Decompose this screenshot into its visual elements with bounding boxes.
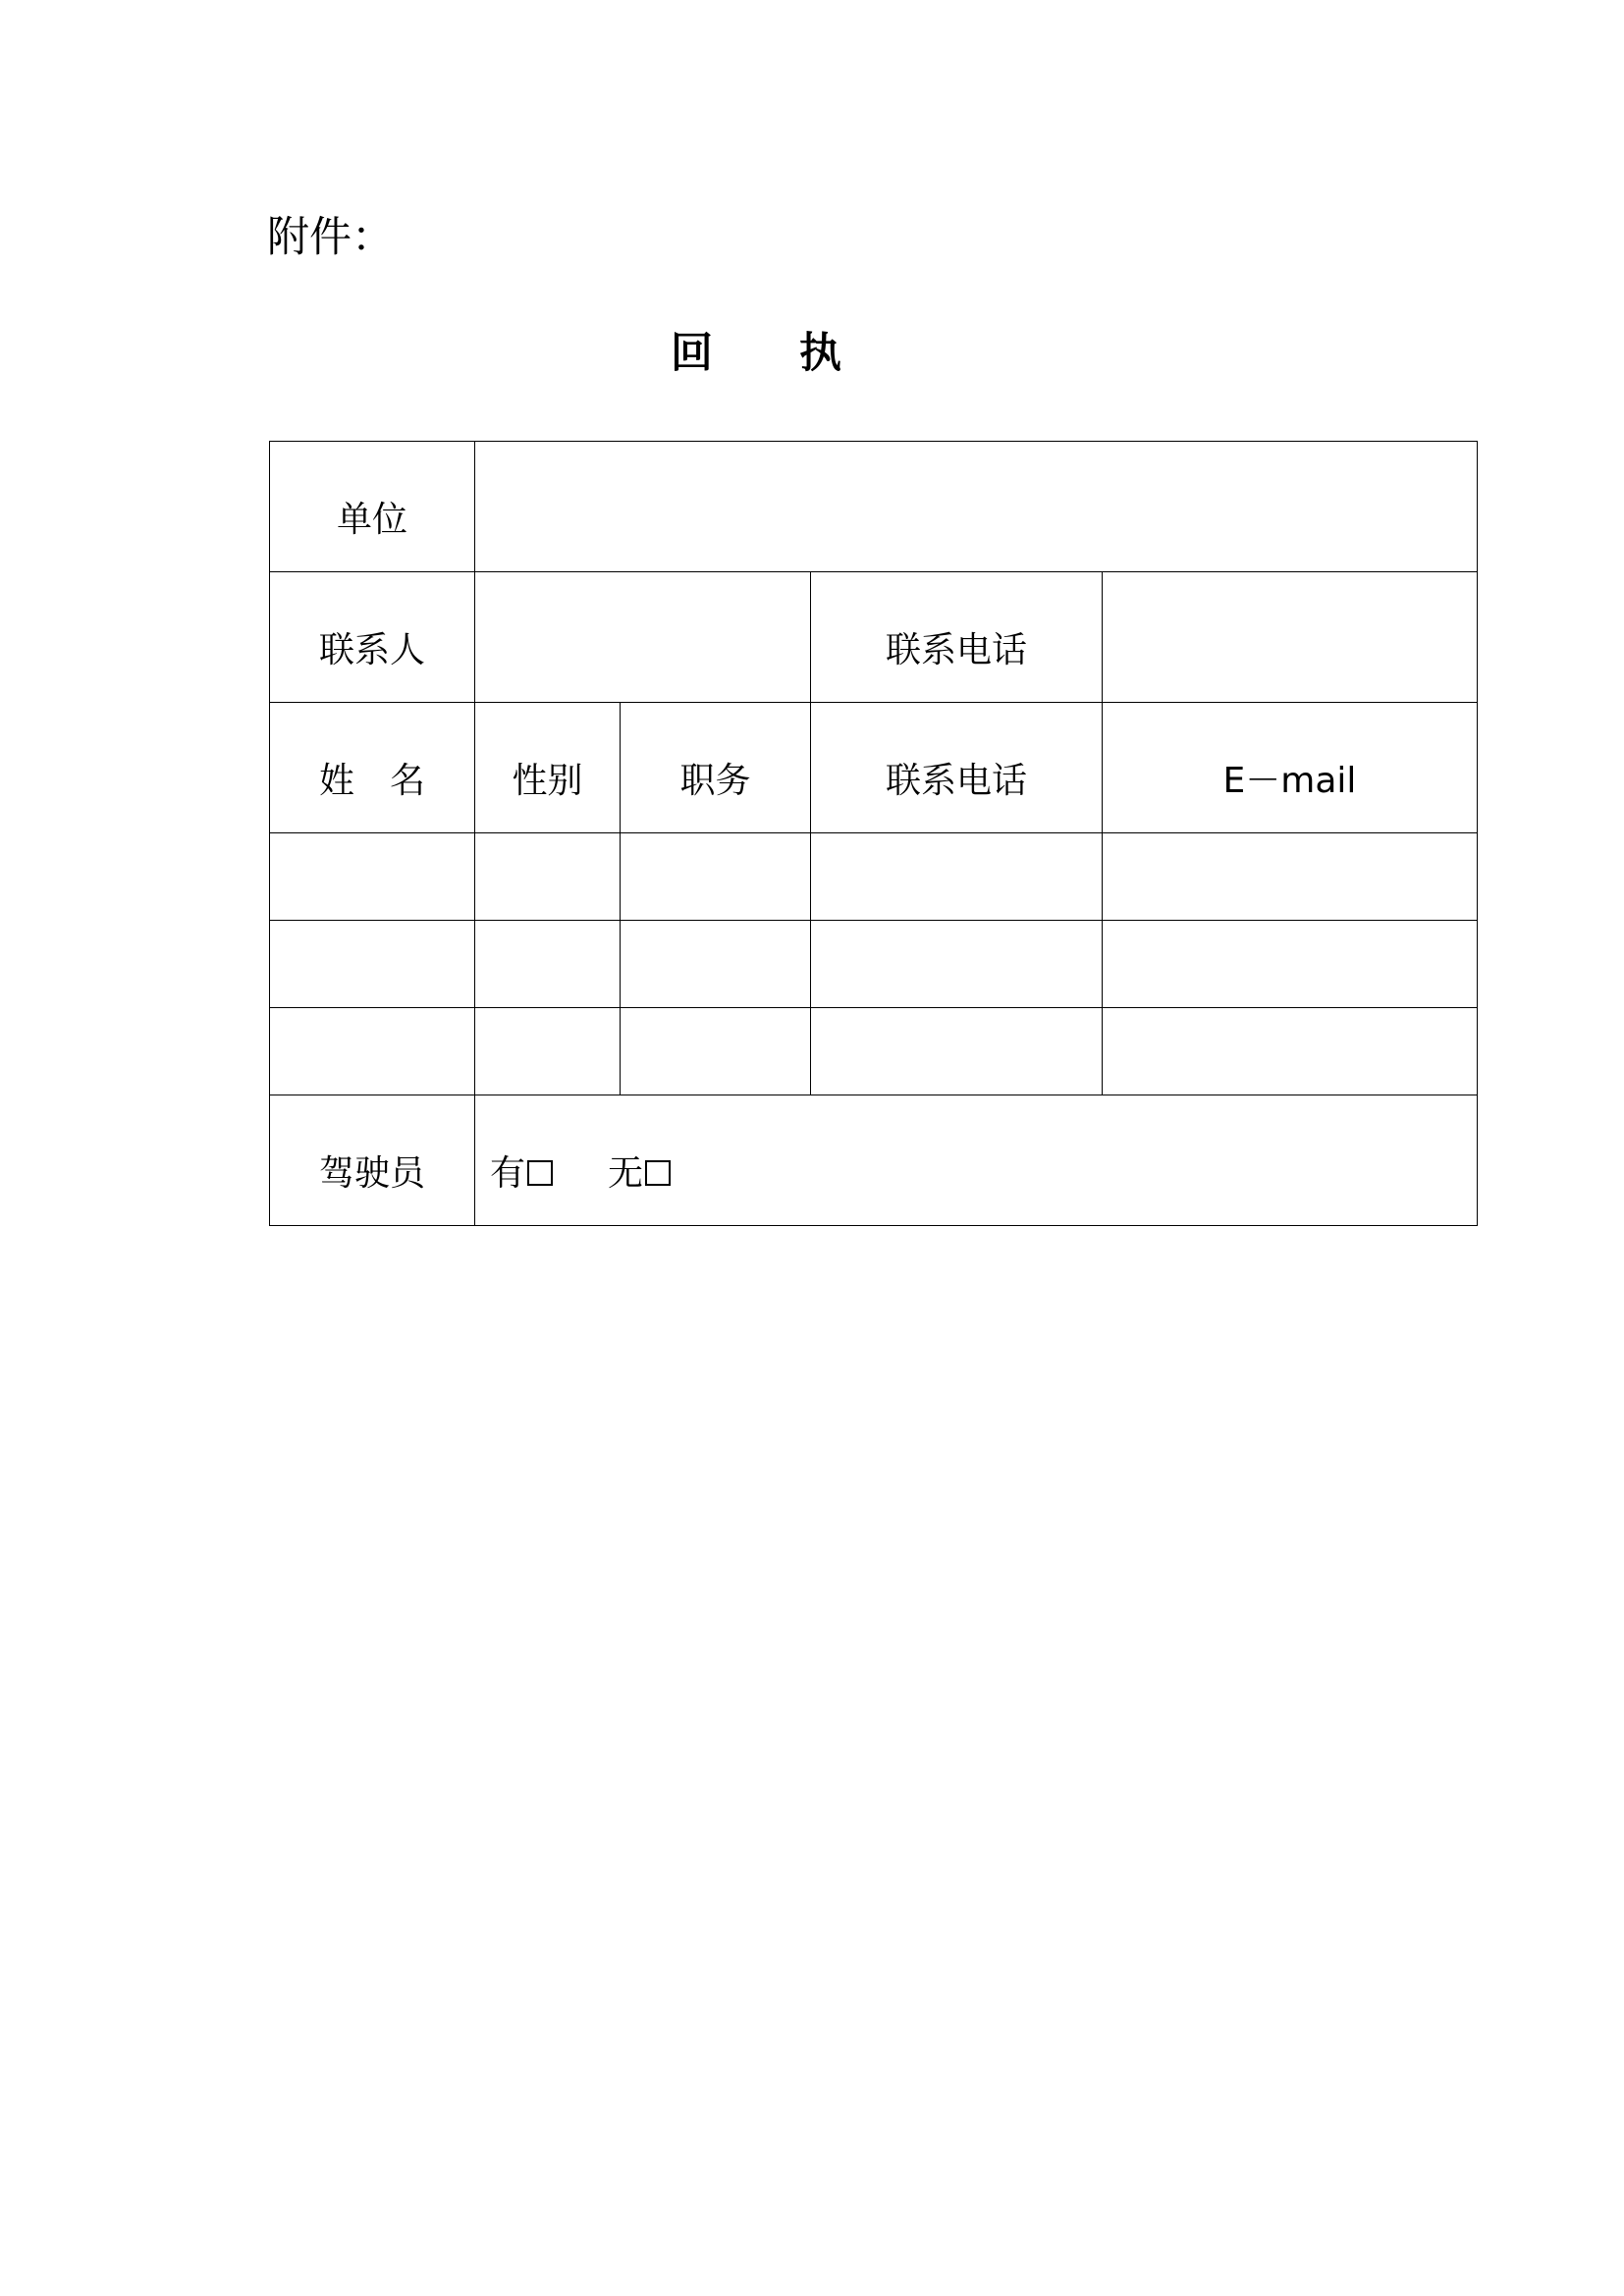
attendee-email-field[interactable] — [1103, 1008, 1478, 1095]
unit-row — [270, 442, 1478, 572]
contact-person-label: 联系人 — [270, 572, 475, 703]
column-header-email: E－mail — [1103, 703, 1478, 833]
attendee-row — [270, 1008, 1478, 1095]
unit-value-field[interactable] — [475, 442, 1478, 572]
receipt-table — [269, 441, 1478, 1226]
column-header-row — [270, 703, 1478, 833]
contact-phone-value-field[interactable] — [1103, 572, 1478, 703]
driver-option-no-label: 无 — [608, 1152, 644, 1194]
column-header-name: 姓 名 — [270, 703, 475, 833]
attendee-name-field[interactable] — [270, 921, 475, 1008]
attendee-phone-field[interactable] — [811, 833, 1103, 921]
contact-person-value-field[interactable] — [475, 572, 811, 703]
attendee-phone-field[interactable] — [811, 1008, 1103, 1095]
attendee-email-field[interactable] — [1103, 833, 1478, 921]
column-header-gender: 性别 — [475, 703, 621, 833]
attendee-gender-field[interactable] — [475, 1008, 621, 1095]
attachment-label: 附件： — [267, 213, 394, 262]
driver-option-yes-checkbox-icon[interactable] — [527, 1160, 553, 1186]
contact-row — [270, 572, 1478, 703]
attendee-phone-field[interactable] — [811, 921, 1103, 1008]
attendee-row — [270, 833, 1478, 921]
driver-options — [475, 1095, 1478, 1226]
form-title-part-1: 回 — [671, 329, 713, 378]
attendee-gender-field[interactable] — [475, 833, 621, 921]
column-header-phone: 联系电话 — [811, 703, 1103, 833]
form-title-part-2: 执 — [799, 329, 841, 378]
driver-option-no-checkbox-icon[interactable] — [645, 1160, 671, 1186]
unit-label: 单位 — [270, 442, 475, 572]
form-title — [671, 324, 841, 383]
column-header-position: 职务 — [621, 703, 811, 833]
driver-row — [270, 1095, 1478, 1226]
driver-label: 驾驶员 — [270, 1095, 475, 1226]
attendee-row — [270, 921, 1478, 1008]
attendee-gender-field[interactable] — [475, 921, 621, 1008]
driver-option-yes-label: 有 — [490, 1152, 526, 1194]
attendee-name-field[interactable] — [270, 833, 475, 921]
attendee-position-field[interactable] — [621, 1008, 811, 1095]
attendee-name-field[interactable] — [270, 1008, 475, 1095]
attendee-position-field[interactable] — [621, 833, 811, 921]
attendee-email-field[interactable] — [1103, 921, 1478, 1008]
contact-phone-label: 联系电话 — [811, 572, 1103, 703]
attendee-position-field[interactable] — [621, 921, 811, 1008]
